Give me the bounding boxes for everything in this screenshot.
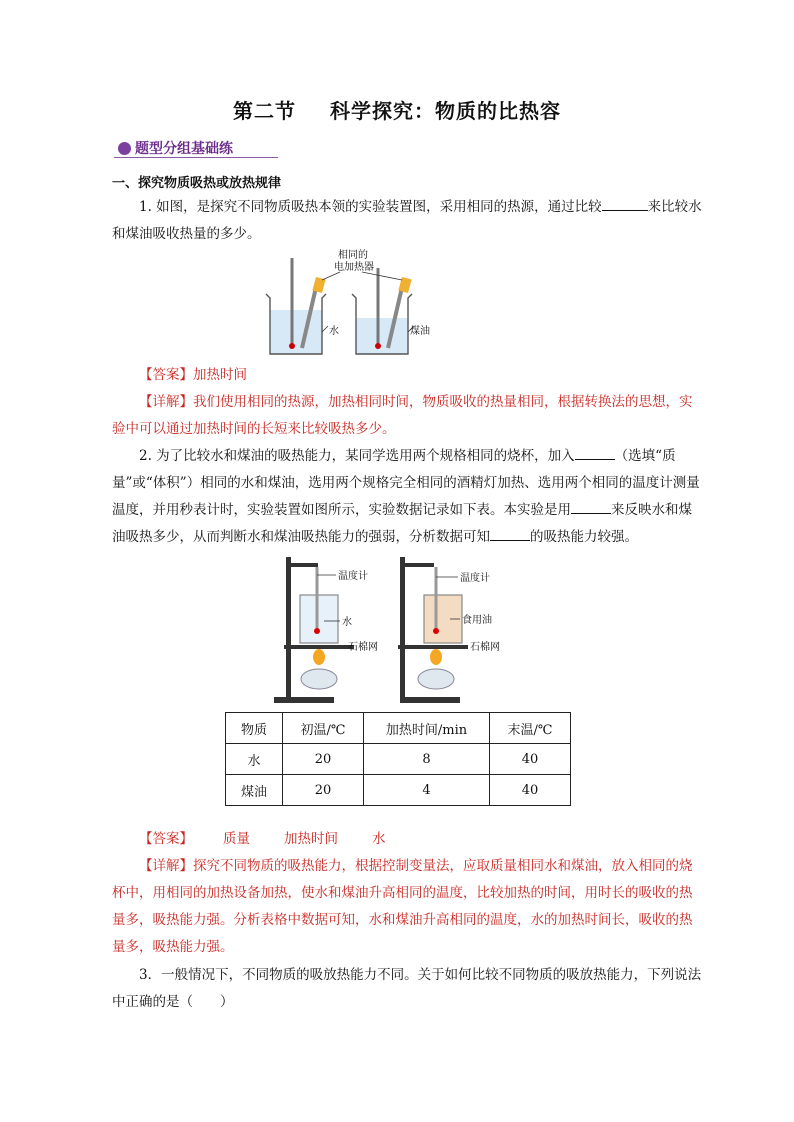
right-stand-base bbox=[400, 697, 460, 703]
left-thermo-bulb bbox=[314, 628, 320, 634]
subheading: 一、探究物质吸热或放热规律 bbox=[112, 176, 282, 191]
right-thermo-bulb bbox=[375, 343, 381, 349]
table-header-cell: 物质 bbox=[226, 713, 283, 744]
water-fill bbox=[270, 310, 322, 354]
q2-answer-1: 质量 bbox=[223, 831, 250, 847]
kerosene-label: 煤油 bbox=[410, 326, 430, 337]
table-cell: 40 bbox=[490, 744, 571, 775]
q1-text-a: 1. 如图，是探究不同物质吸热本领的实验装置图，采用相同的热源，通过比较 bbox=[139, 199, 602, 215]
water-label: 水 bbox=[329, 326, 339, 337]
right-stand-rod bbox=[400, 557, 405, 699]
thermo-label-left: 温度计 bbox=[338, 571, 368, 582]
left-clamp bbox=[286, 563, 318, 567]
right-alcohol-lamp bbox=[418, 669, 454, 689]
q2-detail-text: 探究不同物质的吸热能力，根据控制变量法，应取质量相同水和煤油，放入相同的烧杯中，用相同的加热设备加热，使水和煤油升高相同的温度，比较加热的时间，用时长的吸收的热量多，吸热能力强。分析表格中数据可知，水和煤油升高相同的温度，水的加热时间长，吸收的热量多，吸热能力强。 bbox=[112, 858, 693, 955]
right-flame bbox=[430, 649, 442, 665]
table-header-cell: 初温/℃ bbox=[283, 713, 364, 744]
q2-blank-1[interactable] bbox=[575, 445, 615, 460]
question-1 bbox=[112, 194, 702, 248]
q2-text-b: （选填“质量”或“体积”）相同的水和煤油，选用两个规格完全相同的酒精灯加热、选用两个相同的温度计测量温度，并用秒表计时，实验装置如图所示，实验数据记录如下表。本实验是用 bbox=[112, 448, 700, 518]
q2-answer-2: 加热时间 bbox=[284, 831, 338, 847]
q2-text-a: 2. 为了比较水和煤油的吸热能力，某同学选用两个规格相同的烧杯，加入 bbox=[139, 448, 575, 464]
table-header-row bbox=[226, 713, 571, 744]
left-stand-rod bbox=[286, 557, 291, 699]
right-ring bbox=[398, 645, 468, 649]
water-label: 水 bbox=[342, 617, 352, 628]
q2-data-table bbox=[225, 712, 571, 806]
left-ring bbox=[284, 645, 354, 649]
q2-detail bbox=[112, 853, 702, 961]
table-cell: 40 bbox=[490, 775, 571, 806]
bullet-dot-icon bbox=[118, 142, 131, 155]
table-cell: 20 bbox=[283, 775, 364, 806]
q1-answer-text: 加热时间 bbox=[193, 367, 247, 383]
page-title bbox=[0, 95, 794, 124]
section-tag-label: 题型分组基础练 bbox=[135, 141, 233, 157]
q2-detail-label: 【详解】 bbox=[139, 858, 193, 874]
title-section-number: 第二节 bbox=[233, 99, 296, 123]
table-cell: 水 bbox=[226, 744, 283, 775]
table-header-cell: 加热时间/min bbox=[364, 713, 490, 744]
q2-blank-2[interactable] bbox=[571, 499, 611, 514]
q2-figure-apparatus bbox=[270, 553, 530, 705]
q1-answer-label: 【答案】 bbox=[139, 367, 193, 383]
left-flame bbox=[313, 649, 325, 665]
q1-detail-text: 我们使用相同的热源，加热相同时间，物质吸收的热量相同，根据转换法的思想，实验中可以通过加热时间的长短来比较吸热多少。 bbox=[112, 394, 693, 437]
thermo-label-right: 温度计 bbox=[460, 573, 490, 584]
question-3: 3．一般情况下，不同物质的吸放热能力不同。关于如何比较不同物质的吸放热能力，下列说法中正确的是（ ） bbox=[112, 967, 702, 1010]
gauze-label-left: 石棉网 bbox=[348, 642, 378, 653]
q1-answer bbox=[112, 362, 702, 389]
table-cell: 8 bbox=[364, 744, 490, 775]
table-row bbox=[226, 744, 571, 775]
q2-answer bbox=[112, 826, 702, 853]
left-alcohol-lamp bbox=[301, 669, 337, 689]
q2-text-d: 的吸热能力较强。 bbox=[530, 529, 638, 545]
table-cell: 4 bbox=[364, 775, 490, 806]
q1-figure-beakers bbox=[262, 248, 442, 360]
left-thermo-bulb bbox=[289, 343, 295, 349]
title-topic: 科学探究：物质的比热容 bbox=[330, 99, 561, 123]
question-2 bbox=[112, 443, 702, 551]
heater-label-2: 电加热器 bbox=[334, 262, 374, 273]
q2-text-c: 来反映水和煤油吸热多少，从而判断水和煤油吸热能力的强弱，分析数据可知 bbox=[112, 502, 692, 545]
q2-answer-3: 水 bbox=[372, 831, 386, 847]
right-thermo-bulb bbox=[433, 628, 439, 634]
section-underline bbox=[114, 157, 278, 158]
table-header-cell: 末温/℃ bbox=[490, 713, 571, 744]
gauze-label-right: 石棉网 bbox=[470, 642, 500, 653]
q1-text-b: 来比较水和煤油吸收热量的多少。 bbox=[112, 199, 702, 242]
left-beaker bbox=[300, 595, 338, 643]
q2-blank-3[interactable] bbox=[490, 526, 530, 541]
section-tag bbox=[118, 138, 233, 158]
kerosene-fill bbox=[356, 318, 408, 354]
table-row bbox=[226, 775, 571, 806]
heater-label-1: 相同的 bbox=[338, 250, 368, 261]
q2-answer-label: 【答案】 bbox=[139, 831, 193, 847]
q1-detail bbox=[112, 389, 702, 443]
table-cell: 煤油 bbox=[226, 775, 283, 806]
left-stand-base bbox=[274, 697, 334, 703]
oil-label: 食用油 bbox=[462, 615, 492, 626]
right-clamp bbox=[400, 563, 434, 567]
table-cell: 20 bbox=[283, 744, 364, 775]
q1-blank[interactable] bbox=[602, 196, 648, 211]
q1-detail-label: 【详解】 bbox=[139, 394, 193, 410]
